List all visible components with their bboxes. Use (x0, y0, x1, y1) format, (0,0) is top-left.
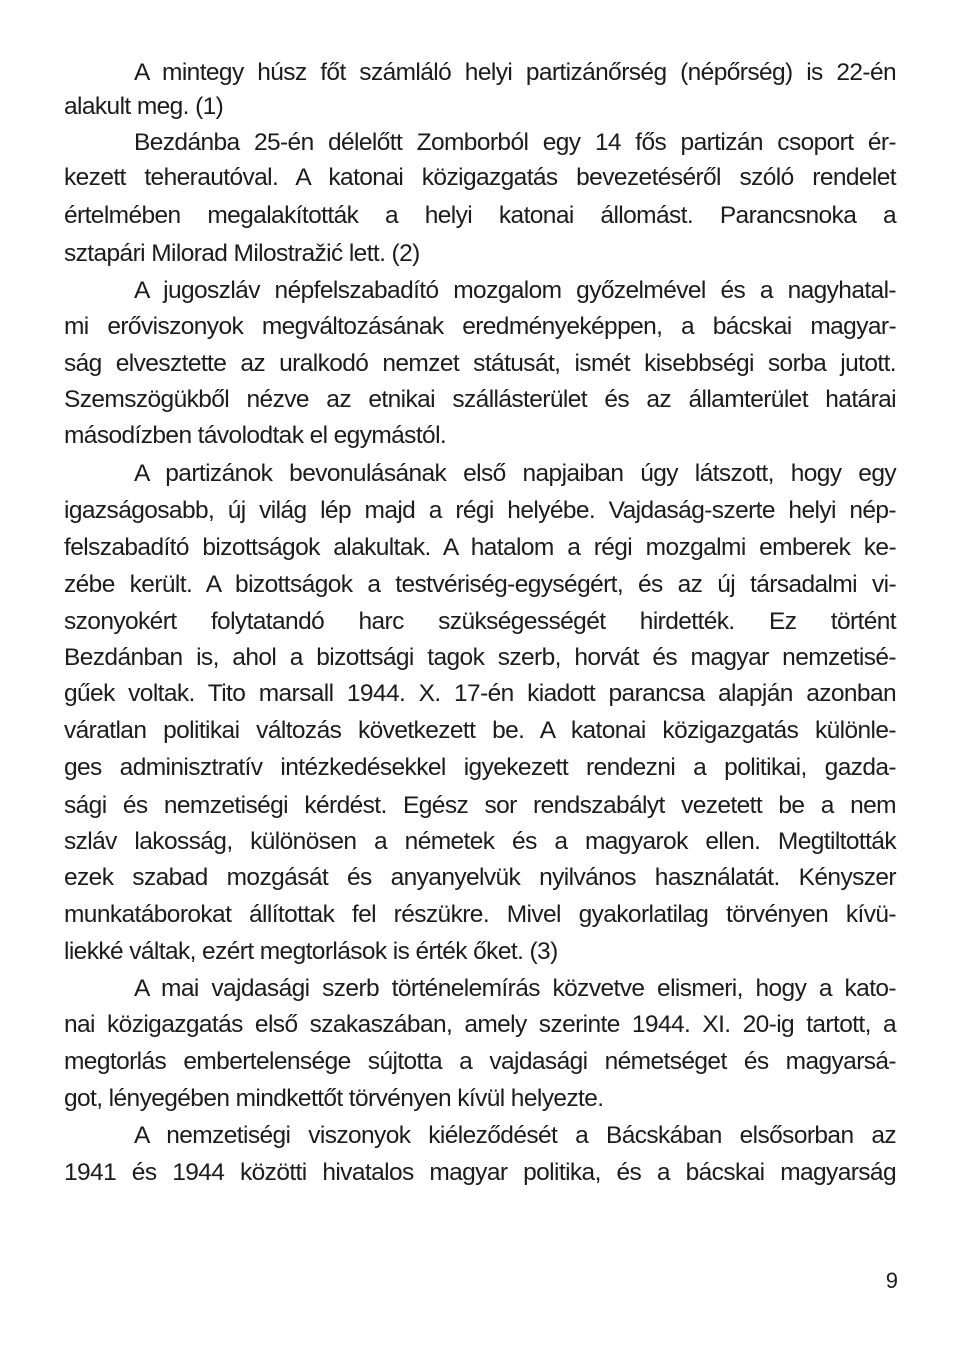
text-line: értelmében megalakították a helyi katonai állomást. Parancsnoka a (64, 202, 896, 229)
page-number: 9 (885, 1268, 898, 1293)
text-line: másodízben távolodtak el egymástól. (64, 422, 447, 449)
text-line: váratlan politikai változás következett be. A katonai közigazgatás különle- (64, 717, 896, 744)
text-line: felszabadító bizottságok alakultak. A hatalom a régi mozgalmi emberek ke- (64, 534, 896, 561)
text-line: ezek szabad mozgását és anyanyelvük nyilvános használatát. Kényszer (64, 864, 896, 891)
text-line: ság elvesztette az uralkodó nemzet státusát, ismét kisebbségi sorba jutott. (64, 350, 896, 377)
text-line: szláv lakosság, különösen a németek és a magyarok ellen. Megtiltották (64, 828, 896, 855)
text-line: sztapári Milorad Milostražić lett. (2) (64, 240, 420, 267)
text-line: kezett teherautóval. A katonai közigazgatás bevezetéséről szóló rendelet (64, 164, 896, 191)
text-line: sági és nemzetiségi kérdést. Egész sor rendszabályt vezetett be a nem (64, 792, 896, 819)
text-line: A mai vajdasági szerb történelemírás közvetve elismeri, hogy a kato- (134, 975, 896, 1002)
text-line: got, lényegében mindkettőt törvényen kívül helyezte. (64, 1085, 604, 1112)
text-line: A jugoszláv népfelszabadító mozgalom győzelmével és a nagyhatal- (134, 277, 896, 304)
text-line: Bezdánba 25-én délelőtt Zomborból egy 14 fős partizán csoport ér- (134, 129, 896, 156)
text-line: megtorlás embertelensége sújtotta a vajdasági németséget és magyarsá- (64, 1048, 896, 1075)
text-line: Szemszögükből nézve az etnikai szállásterület és az államterület határai (64, 386, 896, 413)
text-line: munkatáborokat állítottak fel részükre. Mivel gyakorlatilag törvényen kívü- (64, 901, 896, 928)
text-line: A mintegy húsz főt számláló helyi partizánőrség (népőrség) is 22-én (134, 59, 896, 86)
text-line: liekké váltak, ezért megtorlások is érték őket. (3) (64, 938, 558, 965)
text-line: A nemzetiségi viszonyok kiéleződését a Bácskában elsősorban az (134, 1122, 896, 1149)
text-line: igazságosabb, új világ lép majd a régi helyébe. Vajdaság-szerte helyi nép- (64, 497, 896, 524)
text-line: zébe került. A bizottságok a testvériség-egységért, és az új társadalmi vi- (64, 571, 896, 598)
text-line: mi erőviszonyok megváltozásának eredményeképpen, a bácskai magyar- (64, 313, 896, 340)
text-line: A partizánok bevonulásának első napjaiban úgy látszott, hogy egy (134, 460, 896, 487)
text-line: alakult meg. (1) (64, 93, 224, 120)
text-line: gűek voltak. Tito marsall 1944. X. 17-én kiadott parancsa alapján azonban (64, 680, 896, 707)
text-line: ges adminisztratív intézkedésekkel igyekezett rendezni a politikai, gazda- (64, 754, 896, 781)
text-line: szonyokért folytatandó harc szükségességét hirdették. Ez történt (64, 608, 896, 635)
text-line: nai közigazgatás első szakaszában, amely szerinte 1944. XI. 20-ig tartott, a (64, 1011, 896, 1038)
text-line: Bezdánban is, ahol a bizottsági tagok szerb, horvát és magyar nemzetisé- (64, 644, 896, 671)
text-line: 1941 és 1944 közötti hivatalos magyar politika, és a bácskai magyarság (64, 1159, 896, 1186)
